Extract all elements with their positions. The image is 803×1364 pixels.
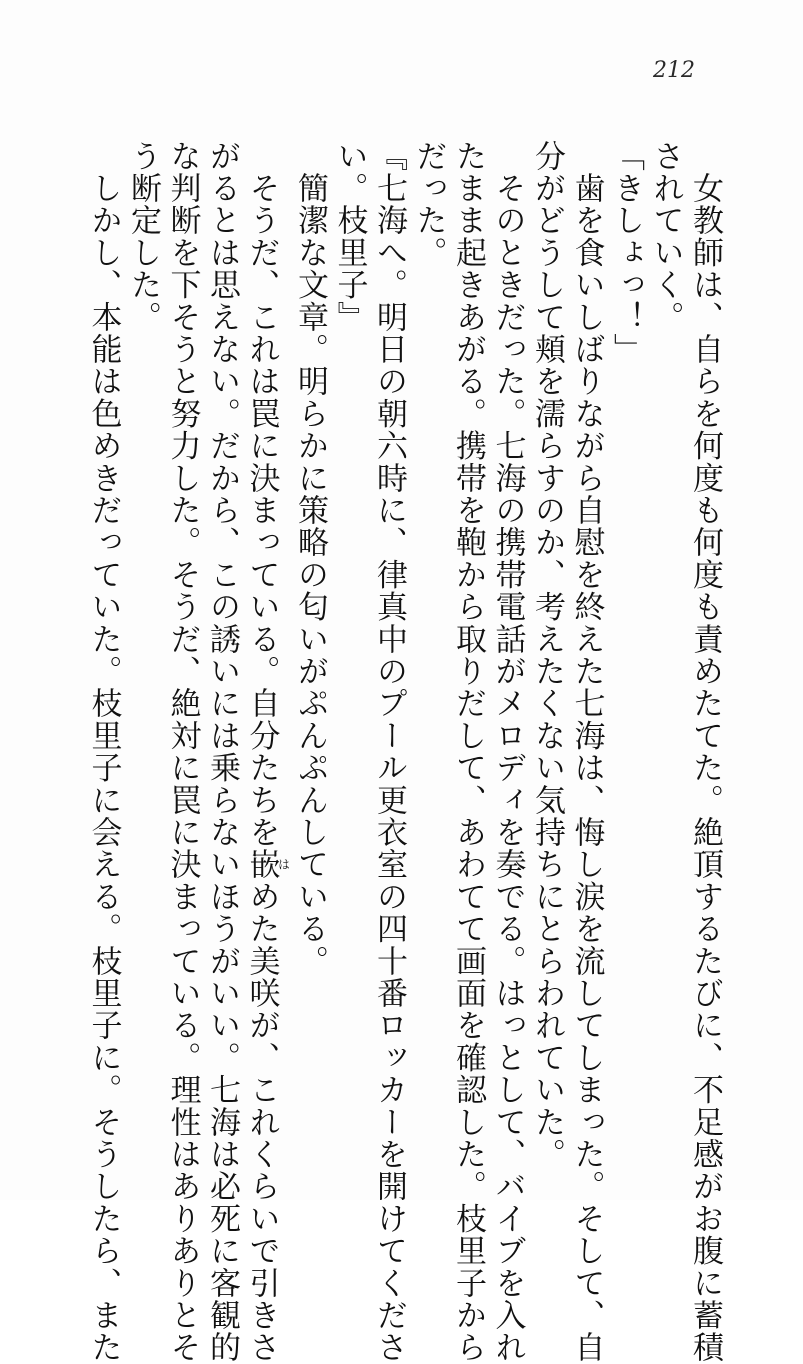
ruby-reading: は bbox=[276, 848, 291, 881]
text-line: 女教師は、自らを何度も何度も責めたてた。絶頂するたびに、不足感がお腹に蓄積 bbox=[687, 140, 723, 1364]
text-line: がるとは思えない。だから、この誘いには乗らないほうがいい。七海は必死に客観的 bbox=[204, 140, 240, 1364]
ruby-annotation: 嵌は bbox=[243, 848, 291, 881]
vertical-text-block bbox=[85, 140, 724, 1364]
text-line: 「きしょっ！」 bbox=[608, 140, 644, 366]
text-line: たまま起きあがる。携帯を鞄から取りだして、あわてて画面を確認した。枝里子から bbox=[450, 140, 486, 1364]
text-line: だった。 bbox=[410, 140, 447, 269]
text-line: う断定した。 bbox=[125, 140, 161, 334]
text-line: な判断を下そうと努力した。そうだ、絶対に罠に決まっている。理性はありありとそ bbox=[164, 140, 201, 1364]
text-line-with-ruby: そうだ、これは罠に決まっている。自分たちを嵌はめた美咲が、これくらいで引きさ bbox=[243, 140, 291, 1364]
text-line: そのときだった。七海の携帯電話がメロディを奏でる。はっとして、バイブを入れ bbox=[489, 140, 526, 1364]
text-line: 簡潔な文章。明らかに策略の匂いがぷんぷんしている。 bbox=[292, 140, 328, 978]
text-line: 『七海へ。明日の朝六時に、律真中のプール更衣室の四十番ロッカーを開けてくださ bbox=[371, 140, 407, 1364]
page-number: 212 bbox=[653, 58, 695, 83]
text-line: 分がどうして頬を濡らすのか、考えたくない気持ちにとらわれていた。 bbox=[529, 140, 565, 1171]
text-line: い。枝里子』 bbox=[331, 140, 368, 334]
text-line: しかし、本能は色めきだっていた。枝里子に会える。枝里子に。そうしたら、また bbox=[85, 140, 122, 1364]
text-line: されていく。 bbox=[647, 140, 684, 334]
text-line: 歯を食いしばりながら自慰を終えた七海は、悔し涙を流してしまった。そして、自 bbox=[568, 140, 605, 1364]
